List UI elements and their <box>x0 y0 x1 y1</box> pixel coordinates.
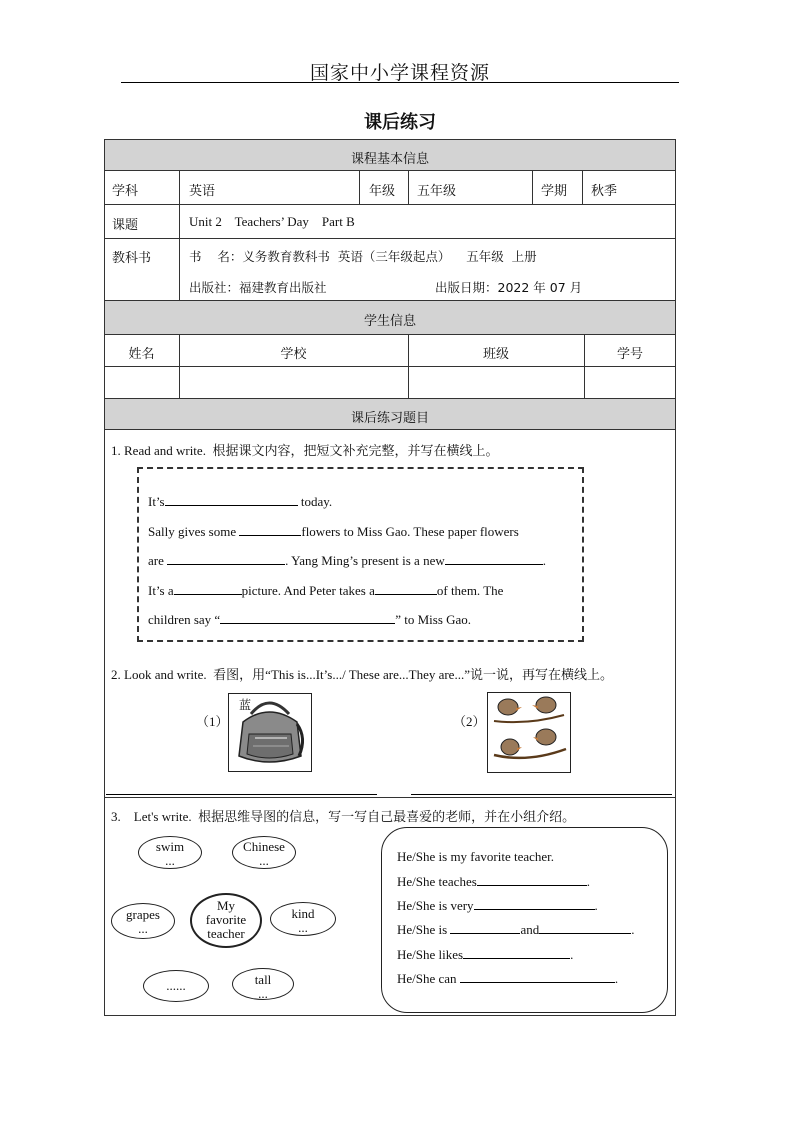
term-value: 秋季 <box>591 184 618 199</box>
blank-field[interactable] <box>220 611 395 624</box>
blank-field[interactable] <box>165 493 298 506</box>
passage-line-4: It’s a picture. And Peter takes a of them. The <box>148 583 504 598</box>
item-2-label: （2） <box>453 714 486 729</box>
grade-value: 五年级 <box>417 184 457 199</box>
blank-field[interactable] <box>450 921 520 934</box>
textbook-publish-date: 出版日期：2022 年 07 月 <box>435 280 583 295</box>
node-more: ... <box>298 920 308 935</box>
mindmap-node-swim <box>138 836 202 869</box>
answer-line-2[interactable] <box>411 794 672 795</box>
passage-line-2: Sally gives some flowers to Miss Gao. These paper flowers <box>148 524 519 539</box>
passage-line-1: It’s today. <box>148 494 333 509</box>
node-word: kind <box>291 906 315 921</box>
item-1-label: （1） <box>196 714 229 729</box>
answer-line-1[interactable] <box>106 794 377 795</box>
exercises-title: 课后练习题目 <box>350 411 429 426</box>
center-word: teacher <box>207 926 245 941</box>
blank-field[interactable] <box>539 921 631 934</box>
blank-field[interactable] <box>167 552 285 565</box>
node-more: ... <box>165 853 175 868</box>
backpack-image <box>228 693 312 772</box>
row-divider <box>104 334 676 335</box>
row-divider <box>104 429 676 430</box>
mindmap-center-node <box>190 893 262 948</box>
sentence-4: He/She is and . <box>397 922 635 937</box>
term-label: 学期 <box>541 184 568 199</box>
question-1-prompt: 1. Read and write. 根据课文内容，把短文补充完整，并写在横线上。 <box>111 443 499 458</box>
row-divider <box>104 170 676 171</box>
course-info-title: 课程基本信息 <box>350 152 429 167</box>
class-column-header: 班级 <box>482 347 509 362</box>
blank-field[interactable] <box>445 552 543 565</box>
birds-icon <box>488 693 569 771</box>
resource-source-header: 国家中小学课程资源 <box>309 63 490 84</box>
topic-label: 课题 <box>112 218 139 233</box>
column-divider <box>532 170 533 204</box>
sentence-6: He/She can . <box>397 971 619 986</box>
header-divider <box>121 82 679 83</box>
class-field[interactable] <box>410 367 583 397</box>
mindmap-node-kind <box>270 902 336 936</box>
center-word: My <box>216 898 236 913</box>
sentence-3: He/She is very . <box>397 898 598 913</box>
school-field[interactable] <box>181 367 407 397</box>
textbook-name: 书 名：义务教育教科书 英语（三年级起点） 五年级 上册 <box>189 249 537 264</box>
mindmap-node-grapes <box>111 903 175 939</box>
textbook-publisher: 出版社：福建教育出版社 <box>189 280 327 295</box>
blank-field[interactable] <box>375 582 437 595</box>
row-divider <box>104 204 676 205</box>
name-field[interactable] <box>105 367 178 397</box>
name-column-header: 姓名 <box>128 347 155 362</box>
node-word: ...... <box>166 978 186 993</box>
grade-label: 年级 <box>369 184 396 199</box>
student-id-field[interactable] <box>586 367 675 397</box>
column-divider <box>408 170 409 204</box>
row-divider <box>104 797 676 798</box>
column-divider <box>582 170 583 204</box>
node-word: Chinese <box>243 839 285 854</box>
birds-image <box>487 692 571 773</box>
row-divider <box>104 238 676 239</box>
question-3-prompt: 3. Let's write. 根据思维导图的信息，写一写自己最喜爱的老师，并在小组介绍。 <box>111 809 576 824</box>
question-2-prompt: 2. Look and write. 看图，用“This is...It’s.../ These are...They are...”说一说，再写在横线上。 <box>111 667 613 682</box>
blank-field[interactable] <box>463 946 570 959</box>
blank-field[interactable] <box>474 897 595 910</box>
passage-line-3: are . Yang Ming’s present is a new . <box>148 553 546 568</box>
sentence-5: He/She likes . <box>397 947 574 962</box>
mindmap-node-chinese <box>232 836 296 869</box>
node-more: ... <box>258 986 268 1001</box>
center-word: favorite <box>205 912 247 927</box>
subject-value: 英语 <box>189 184 216 199</box>
sentence-2: He/She teaches . <box>397 874 591 889</box>
node-more: ... <box>259 853 269 868</box>
blank-field[interactable] <box>477 873 587 886</box>
topic-value: Unit 2 Teachers’ Day Part B <box>189 214 355 229</box>
node-word: swim <box>155 839 185 854</box>
column-divider <box>359 170 360 204</box>
textbook-label: 教科书 <box>112 251 152 266</box>
student-info-title: 学生信息 <box>363 314 416 329</box>
node-word: grapes <box>126 907 160 922</box>
node-word: tall <box>254 972 272 987</box>
blank-field[interactable] <box>460 970 615 983</box>
column-divider <box>179 170 180 300</box>
mindmap-node-more <box>143 970 209 1002</box>
page-title: 课后练习 <box>364 112 436 133</box>
sentence-1: He/She is my favorite teacher. <box>397 849 555 864</box>
school-column-header: 学校 <box>280 347 307 362</box>
blank-field[interactable] <box>174 582 242 595</box>
mindmap-node-tall <box>232 968 294 1000</box>
node-more: ... <box>138 921 148 936</box>
blank-field[interactable] <box>239 523 301 536</box>
passage-line-5: children say “ ” to Miss Gao. <box>148 612 472 627</box>
subject-label: 学科 <box>112 184 139 199</box>
color-tag: 蓝 <box>239 698 252 712</box>
student-id-column-header: 学号 <box>616 347 643 362</box>
